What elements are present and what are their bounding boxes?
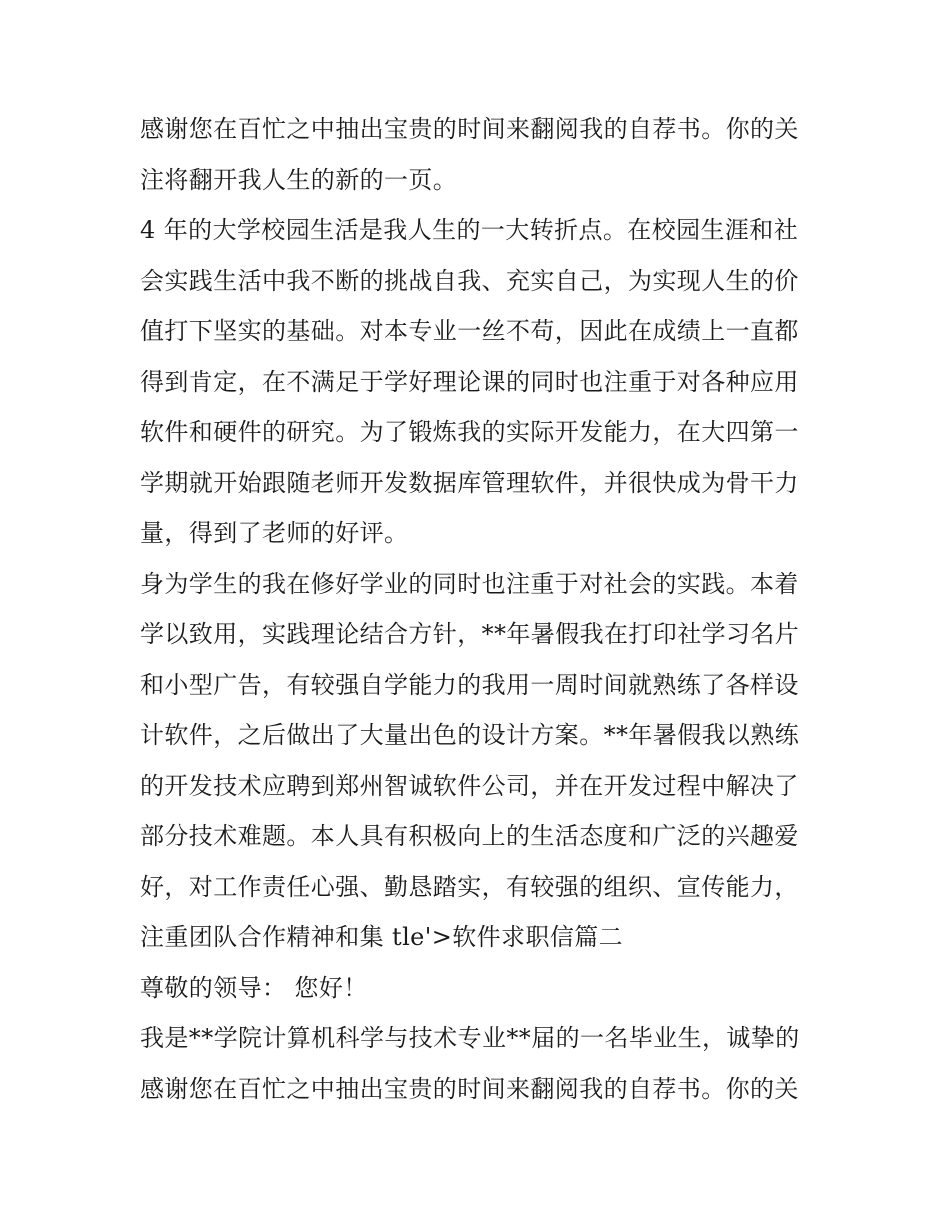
- text-line: 量，得到了老师的好评。: [140, 519, 409, 547]
- text-line: 我是**学院计算机科学与技术专业**届的一名毕业生，诚挚的: [140, 1024, 800, 1052]
- text-line: 和小型广告，有较强自学能力的我用一周时间就熟练了各样设: [140, 670, 799, 699]
- salutation-line: 尊敬的领导： 您好！: [140, 973, 368, 1002]
- text-line: 注将翻开我人生的新的一页。: [140, 165, 458, 194]
- text-line: 学期就开始跟随老师开发数据库管理软件，并很快成为骨干力: [140, 468, 799, 497]
- document-body: [140, 104, 820, 1114]
- text-line: 注重团队合作精神和集 tle'>软件求职信篇二: [140, 923, 624, 951]
- text-line: 软件和硬件的研究。为了锻炼我的实际开发能力，在大四第一: [140, 418, 799, 446]
- text-line: 4 年的大学校园生活是我人生的一大转折点。在校园生涯和社: [140, 216, 799, 244]
- text-line: 得到肯定，在不满足于学好理论课的同时也注重于对各种应用: [140, 367, 799, 396]
- text-line: 感谢您在百忙之中抽出宝贵的时间来翻阅我的自荐书。你的关: [140, 1074, 799, 1103]
- text-line: 好，对工作责任心强、勤恳踏实，有较强的组织、宣传能力，: [140, 872, 799, 901]
- text-line: 部分技术难题。本人具有积极向上的生活态度和广泛的兴趣爱: [140, 822, 799, 850]
- text-line: 的开发技术应聘到郑州智诚软件公司，并在开发过程中解决了: [140, 771, 799, 800]
- text-line: 身为学生的我在修好学业的同时也注重于对社会的实践。本着: [140, 569, 799, 598]
- text-line: 学以致用，实践理论结合方针，**年暑假我在打印社学习名片: [140, 620, 800, 648]
- text-line: 值打下坚实的基础。对本专业一丝不苟，因此在成绩上一直都: [140, 317, 799, 345]
- text-line: 会实践生活中我不断的挑战自我、充实自己，为实现人生的价: [140, 266, 799, 295]
- text-line: 计软件，之后做出了大量出色的设计方案。**年暑假我以熟练: [140, 721, 800, 749]
- text-line: 感谢您在百忙之中抽出宝贵的时间来翻阅我的自荐书。你的关: [140, 115, 799, 143]
